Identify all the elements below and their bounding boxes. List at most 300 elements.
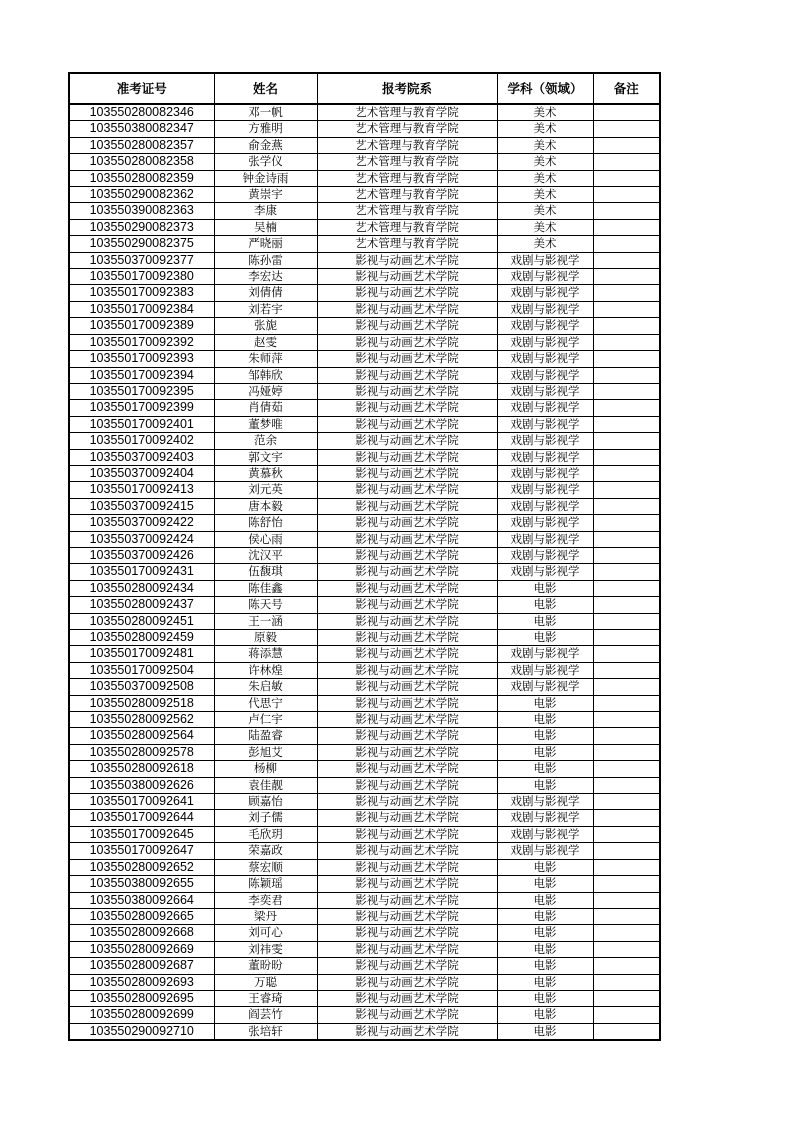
cell-discipline: 戏剧与影视学 xyxy=(497,301,593,317)
table-row xyxy=(69,547,660,563)
cell-remarks xyxy=(593,843,660,859)
table-row xyxy=(69,630,660,646)
cell-remarks xyxy=(593,679,660,695)
table-row xyxy=(69,482,660,498)
cell-remarks xyxy=(593,104,660,121)
cell-exam-id: 103550170092392 xyxy=(69,334,214,350)
cell-exam-id: 103550280092518 xyxy=(69,695,214,711)
cell-exam-id: 103550170092645 xyxy=(69,826,214,842)
cell-department: 影视与动画艺术学院 xyxy=(317,351,497,367)
cell-exam-id: 103550170092384 xyxy=(69,301,214,317)
table-row xyxy=(69,465,660,481)
cell-department: 影视与动画艺术学院 xyxy=(317,597,497,613)
cell-department: 艺术管理与教育学院 xyxy=(317,170,497,186)
table-row xyxy=(69,810,660,826)
cell-remarks xyxy=(593,794,660,810)
cell-department: 影视与动画艺术学院 xyxy=(317,990,497,1006)
cell-remarks xyxy=(593,219,660,235)
header-row xyxy=(69,73,660,104)
table-row xyxy=(69,498,660,514)
cell-exam-id: 103550170092380 xyxy=(69,269,214,285)
cell-discipline: 电影 xyxy=(497,876,593,892)
candidate-table xyxy=(68,72,661,1041)
cell-remarks xyxy=(593,777,660,793)
cell-discipline: 电影 xyxy=(497,630,593,646)
cell-discipline: 戏剧与影视学 xyxy=(497,416,593,432)
cell-name: 许林煌 xyxy=(214,662,317,678)
cell-department: 影视与动画艺术学院 xyxy=(317,1007,497,1023)
cell-exam-id: 103550170092641 xyxy=(69,794,214,810)
cell-remarks xyxy=(593,318,660,334)
cell-department: 影视与动画艺术学院 xyxy=(317,301,497,317)
cell-name: 黄崇宇 xyxy=(214,187,317,203)
cell-exam-id: 103550280092652 xyxy=(69,859,214,875)
cell-discipline: 戏剧与影视学 xyxy=(497,252,593,268)
cell-department: 影视与动画艺术学院 xyxy=(317,662,497,678)
cell-remarks xyxy=(593,810,660,826)
cell-department: 影视与动画艺术学院 xyxy=(317,958,497,974)
cell-exam-id: 103550370092508 xyxy=(69,679,214,695)
cell-discipline: 美术 xyxy=(497,236,593,252)
cell-discipline: 电影 xyxy=(497,744,593,760)
header-name: 姓名 xyxy=(214,73,317,104)
cell-remarks xyxy=(593,908,660,924)
header-discipline: 学科（领域） xyxy=(497,73,593,104)
cell-remarks xyxy=(593,1023,660,1040)
cell-name: 严晓丽 xyxy=(214,236,317,252)
cell-department: 影视与动画艺术学院 xyxy=(317,941,497,957)
table-row xyxy=(69,908,660,924)
cell-name: 陈佳鑫 xyxy=(214,580,317,596)
cell-discipline: 美术 xyxy=(497,104,593,121)
cell-name: 刘倩倩 xyxy=(214,285,317,301)
table-row xyxy=(69,137,660,153)
cell-remarks xyxy=(593,236,660,252)
cell-remarks xyxy=(593,433,660,449)
table-row xyxy=(69,679,660,695)
cell-remarks xyxy=(593,515,660,531)
cell-discipline: 电影 xyxy=(497,941,593,957)
cell-exam-id: 103550280092669 xyxy=(69,941,214,957)
table-row xyxy=(69,990,660,1006)
cell-discipline: 电影 xyxy=(497,990,593,1006)
cell-department: 影视与动画艺术学院 xyxy=(317,744,497,760)
cell-remarks xyxy=(593,498,660,514)
cell-department: 艺术管理与教育学院 xyxy=(317,104,497,121)
cell-department: 影视与动画艺术学院 xyxy=(317,400,497,416)
cell-department: 影视与动画艺术学院 xyxy=(317,449,497,465)
header-remarks: 备注 xyxy=(593,73,660,104)
cell-name: 冯娅婷 xyxy=(214,383,317,399)
cell-discipline: 电影 xyxy=(497,712,593,728)
cell-remarks xyxy=(593,400,660,416)
cell-name: 陈天号 xyxy=(214,597,317,613)
cell-remarks xyxy=(593,449,660,465)
cell-name: 原毅 xyxy=(214,630,317,646)
cell-exam-id: 103550280092451 xyxy=(69,613,214,629)
cell-discipline: 美术 xyxy=(497,121,593,137)
table-row xyxy=(69,449,660,465)
cell-department: 艺术管理与教育学院 xyxy=(317,187,497,203)
cell-department: 影视与动画艺术学院 xyxy=(317,482,497,498)
cell-department: 影视与动画艺术学院 xyxy=(317,695,497,711)
cell-name: 张旎 xyxy=(214,318,317,334)
cell-department: 影视与动画艺术学院 xyxy=(317,334,497,350)
cell-remarks xyxy=(593,859,660,875)
cell-name: 刘若宇 xyxy=(214,301,317,317)
cell-remarks xyxy=(593,974,660,990)
cell-remarks xyxy=(593,531,660,547)
cell-department: 影视与动画艺术学院 xyxy=(317,679,497,695)
table-row xyxy=(69,728,660,744)
cell-discipline: 戏剧与影视学 xyxy=(497,498,593,514)
cell-department: 艺术管理与教育学院 xyxy=(317,154,497,170)
header-department: 报考院系 xyxy=(317,73,497,104)
table-row xyxy=(69,925,660,941)
cell-exam-id: 103550170092402 xyxy=(69,433,214,449)
cell-exam-id: 103550280092695 xyxy=(69,990,214,1006)
cell-department: 影视与动画艺术学院 xyxy=(317,843,497,859)
cell-discipline: 戏剧与影视学 xyxy=(497,285,593,301)
table-row xyxy=(69,203,660,219)
cell-department: 影视与动画艺术学院 xyxy=(317,269,497,285)
cell-department: 影视与动画艺术学院 xyxy=(317,613,497,629)
cell-department: 影视与动画艺术学院 xyxy=(317,547,497,563)
header-exam-id: 准考证号 xyxy=(69,73,214,104)
cell-discipline: 电影 xyxy=(497,777,593,793)
cell-discipline: 电影 xyxy=(497,761,593,777)
cell-department: 影视与动画艺术学院 xyxy=(317,367,497,383)
cell-name: 王睿琦 xyxy=(214,990,317,1006)
cell-name: 吴楠 xyxy=(214,219,317,235)
cell-exam-id: 103550170092647 xyxy=(69,843,214,859)
cell-exam-id: 103550280092687 xyxy=(69,958,214,974)
table-row xyxy=(69,301,660,317)
cell-name: 范余 xyxy=(214,433,317,449)
cell-exam-id: 103550170092389 xyxy=(69,318,214,334)
cell-discipline: 戏剧与影视学 xyxy=(497,449,593,465)
cell-discipline: 戏剧与影视学 xyxy=(497,547,593,563)
table-row xyxy=(69,285,660,301)
cell-exam-id: 103550370092426 xyxy=(69,547,214,563)
cell-discipline: 美术 xyxy=(497,154,593,170)
cell-exam-id: 103550170092644 xyxy=(69,810,214,826)
cell-discipline: 戏剧与影视学 xyxy=(497,465,593,481)
cell-name: 李奕君 xyxy=(214,892,317,908)
cell-exam-id: 103550370092415 xyxy=(69,498,214,514)
cell-remarks xyxy=(593,613,660,629)
table-row xyxy=(69,974,660,990)
cell-name: 阎芸竹 xyxy=(214,1007,317,1023)
cell-name: 王一涵 xyxy=(214,613,317,629)
cell-department: 影视与动画艺术学院 xyxy=(317,416,497,432)
cell-discipline: 戏剧与影视学 xyxy=(497,646,593,662)
cell-name: 朱师萍 xyxy=(214,351,317,367)
cell-department: 影视与动画艺术学院 xyxy=(317,580,497,596)
cell-name: 卢仁宇 xyxy=(214,712,317,728)
cell-discipline: 电影 xyxy=(497,925,593,941)
cell-discipline: 戏剧与影视学 xyxy=(497,826,593,842)
cell-remarks xyxy=(593,876,660,892)
cell-department: 影视与动画艺术学院 xyxy=(317,252,497,268)
cell-discipline: 戏剧与影视学 xyxy=(497,334,593,350)
cell-name: 彭旭艾 xyxy=(214,744,317,760)
cell-remarks xyxy=(593,958,660,974)
cell-name: 梁丹 xyxy=(214,908,317,924)
cell-exam-id: 103550370092422 xyxy=(69,515,214,531)
cell-department: 影视与动画艺术学院 xyxy=(317,777,497,793)
cell-exam-id: 103550290092710 xyxy=(69,1023,214,1040)
cell-exam-id: 103550280092578 xyxy=(69,744,214,760)
cell-name: 李康 xyxy=(214,203,317,219)
cell-discipline: 戏剧与影视学 xyxy=(497,662,593,678)
table-row xyxy=(69,744,660,760)
table-row xyxy=(69,351,660,367)
cell-name: 陆盈睿 xyxy=(214,728,317,744)
cell-remarks xyxy=(593,465,660,481)
cell-exam-id: 103550170092399 xyxy=(69,400,214,416)
cell-exam-id: 103550380082347 xyxy=(69,121,214,137)
cell-remarks xyxy=(593,170,660,186)
cell-name: 刘子儒 xyxy=(214,810,317,826)
cell-discipline: 电影 xyxy=(497,597,593,613)
cell-discipline: 电影 xyxy=(497,892,593,908)
cell-department: 影视与动画艺术学院 xyxy=(317,826,497,842)
cell-name: 郭文宇 xyxy=(214,449,317,465)
cell-exam-id: 103550370092404 xyxy=(69,465,214,481)
table-row xyxy=(69,843,660,859)
cell-exam-id: 103550280092693 xyxy=(69,974,214,990)
cell-name: 侯心雨 xyxy=(214,531,317,547)
cell-exam-id: 103550280092564 xyxy=(69,728,214,744)
cell-department: 艺术管理与教育学院 xyxy=(317,203,497,219)
cell-discipline: 电影 xyxy=(497,859,593,875)
cell-remarks xyxy=(593,351,660,367)
cell-exam-id: 103550280092618 xyxy=(69,761,214,777)
cell-name: 顾嘉怡 xyxy=(214,794,317,810)
cell-department: 艺术管理与教育学院 xyxy=(317,121,497,137)
cell-name: 杨柳 xyxy=(214,761,317,777)
cell-name: 伍馥琪 xyxy=(214,564,317,580)
cell-name: 董梦唯 xyxy=(214,416,317,432)
cell-exam-id: 103550170092383 xyxy=(69,285,214,301)
cell-remarks xyxy=(593,925,660,941)
cell-remarks xyxy=(593,941,660,957)
cell-discipline: 电影 xyxy=(497,1023,593,1040)
cell-exam-id: 103550280092437 xyxy=(69,597,214,613)
cell-department: 影视与动画艺术学院 xyxy=(317,498,497,514)
table-row xyxy=(69,154,660,170)
table-row xyxy=(69,1023,660,1040)
cell-discipline: 戏剧与影视学 xyxy=(497,794,593,810)
table-row xyxy=(69,597,660,613)
cell-department: 影视与动画艺术学院 xyxy=(317,515,497,531)
cell-name: 董昐昐 xyxy=(214,958,317,974)
cell-remarks xyxy=(593,187,660,203)
table-row xyxy=(69,187,660,203)
cell-exam-id: 103550380092626 xyxy=(69,777,214,793)
cell-name: 代思宁 xyxy=(214,695,317,711)
cell-name: 朱启敏 xyxy=(214,679,317,695)
cell-remarks xyxy=(593,728,660,744)
cell-remarks xyxy=(593,580,660,596)
cell-name: 赵雯 xyxy=(214,334,317,350)
cell-exam-id: 103550290082373 xyxy=(69,219,214,235)
table-row xyxy=(69,367,660,383)
cell-remarks xyxy=(593,646,660,662)
cell-discipline: 美术 xyxy=(497,187,593,203)
cell-exam-id: 103550280092668 xyxy=(69,925,214,941)
cell-exam-id: 103550280092699 xyxy=(69,1007,214,1023)
table-row xyxy=(69,859,660,875)
cell-name: 刘元英 xyxy=(214,482,317,498)
cell-remarks xyxy=(593,990,660,1006)
cell-exam-id: 103550280092459 xyxy=(69,630,214,646)
table-row xyxy=(69,515,660,531)
table-body xyxy=(69,104,660,1040)
table-row xyxy=(69,531,660,547)
cell-remarks xyxy=(593,121,660,137)
cell-department: 影视与动画艺术学院 xyxy=(317,383,497,399)
table-row xyxy=(69,400,660,416)
table-row xyxy=(69,826,660,842)
cell-discipline: 电影 xyxy=(497,958,593,974)
cell-discipline: 美术 xyxy=(497,170,593,186)
cell-exam-id: 103550170092413 xyxy=(69,482,214,498)
cell-remarks xyxy=(593,203,660,219)
cell-exam-id: 103550280082359 xyxy=(69,170,214,186)
cell-exam-id: 103550170092504 xyxy=(69,662,214,678)
cell-department: 影视与动画艺术学院 xyxy=(317,908,497,924)
table-row xyxy=(69,1007,660,1023)
cell-exam-id: 103550290082375 xyxy=(69,236,214,252)
cell-name: 钟金诗雨 xyxy=(214,170,317,186)
table-row xyxy=(69,416,660,432)
cell-exam-id: 103550170092401 xyxy=(69,416,214,432)
cell-department: 影视与动画艺术学院 xyxy=(317,646,497,662)
cell-remarks xyxy=(593,597,660,613)
cell-exam-id: 103550370092403 xyxy=(69,449,214,465)
cell-department: 影视与动画艺术学院 xyxy=(317,876,497,892)
cell-remarks xyxy=(593,761,660,777)
cell-remarks xyxy=(593,892,660,908)
cell-discipline: 美术 xyxy=(497,203,593,219)
cell-name: 张学仪 xyxy=(214,154,317,170)
cell-name: 邓一帆 xyxy=(214,104,317,121)
cell-department: 影视与动画艺术学院 xyxy=(317,630,497,646)
table-row xyxy=(69,170,660,186)
cell-department: 影视与动画艺术学院 xyxy=(317,974,497,990)
cell-name: 肖倩茹 xyxy=(214,400,317,416)
table-row xyxy=(69,876,660,892)
cell-name: 刘祎雯 xyxy=(214,941,317,957)
cell-name: 邹韩欣 xyxy=(214,367,317,383)
cell-discipline: 戏剧与影视学 xyxy=(497,383,593,399)
table-row xyxy=(69,236,660,252)
cell-discipline: 电影 xyxy=(497,1007,593,1023)
cell-department: 艺术管理与教育学院 xyxy=(317,219,497,235)
table-row xyxy=(69,580,660,596)
cell-discipline: 电影 xyxy=(497,695,593,711)
cell-remarks xyxy=(593,547,660,563)
cell-name: 万聪 xyxy=(214,974,317,990)
cell-department: 影视与动画艺术学院 xyxy=(317,465,497,481)
table-row xyxy=(69,794,660,810)
cell-discipline: 电影 xyxy=(497,908,593,924)
cell-department: 影视与动画艺术学院 xyxy=(317,1023,497,1040)
table-row xyxy=(69,646,660,662)
cell-discipline: 戏剧与影视学 xyxy=(497,564,593,580)
cell-exam-id: 103550280082357 xyxy=(69,137,214,153)
cell-department: 艺术管理与教育学院 xyxy=(317,137,497,153)
cell-exam-id: 103550170092395 xyxy=(69,383,214,399)
cell-department: 艺术管理与教育学院 xyxy=(317,236,497,252)
cell-exam-id: 103550280092434 xyxy=(69,580,214,596)
cell-remarks xyxy=(593,252,660,268)
cell-exam-id: 103550170092431 xyxy=(69,564,214,580)
cell-remarks xyxy=(593,301,660,317)
cell-remarks xyxy=(593,744,660,760)
cell-name: 毛欣玥 xyxy=(214,826,317,842)
cell-name: 刘可心 xyxy=(214,925,317,941)
cell-exam-id: 103550280092562 xyxy=(69,712,214,728)
cell-department: 影视与动画艺术学院 xyxy=(317,531,497,547)
table-row xyxy=(69,662,660,678)
cell-discipline: 美术 xyxy=(497,137,593,153)
cell-department: 影视与动画艺术学院 xyxy=(317,433,497,449)
cell-name: 张培轩 xyxy=(214,1023,317,1040)
cell-remarks xyxy=(593,416,660,432)
cell-exam-id: 103550290082362 xyxy=(69,187,214,203)
cell-discipline: 电影 xyxy=(497,974,593,990)
cell-remarks xyxy=(593,1007,660,1023)
cell-department: 影视与动画艺术学院 xyxy=(317,859,497,875)
table-row xyxy=(69,613,660,629)
cell-discipline: 美术 xyxy=(497,219,593,235)
cell-remarks xyxy=(593,712,660,728)
table-row xyxy=(69,761,660,777)
cell-department: 影视与动画艺术学院 xyxy=(317,728,497,744)
cell-name: 陈孙雷 xyxy=(214,252,317,268)
cell-remarks xyxy=(593,662,660,678)
cell-department: 影视与动画艺术学院 xyxy=(317,794,497,810)
cell-remarks xyxy=(593,154,660,170)
cell-discipline: 戏剧与影视学 xyxy=(497,482,593,498)
cell-name: 蔡宏顺 xyxy=(214,859,317,875)
cell-department: 影视与动画艺术学院 xyxy=(317,761,497,777)
cell-name: 沈汉平 xyxy=(214,547,317,563)
cell-discipline: 戏剧与影视学 xyxy=(497,810,593,826)
cell-remarks xyxy=(593,367,660,383)
cell-remarks xyxy=(593,826,660,842)
cell-discipline: 电影 xyxy=(497,580,593,596)
table-row xyxy=(69,777,660,793)
table-row xyxy=(69,433,660,449)
cell-name: 荣嘉政 xyxy=(214,843,317,859)
cell-department: 影视与动画艺术学院 xyxy=(317,318,497,334)
cell-discipline: 电影 xyxy=(497,728,593,744)
table-row xyxy=(69,334,660,350)
cell-discipline: 戏剧与影视学 xyxy=(497,515,593,531)
cell-name: 唐本毅 xyxy=(214,498,317,514)
cell-remarks xyxy=(593,630,660,646)
cell-discipline: 戏剧与影视学 xyxy=(497,367,593,383)
cell-remarks xyxy=(593,482,660,498)
cell-name: 袁佳靓 xyxy=(214,777,317,793)
cell-discipline: 戏剧与影视学 xyxy=(497,843,593,859)
table-row xyxy=(69,252,660,268)
cell-exam-id: 103550370092377 xyxy=(69,252,214,268)
